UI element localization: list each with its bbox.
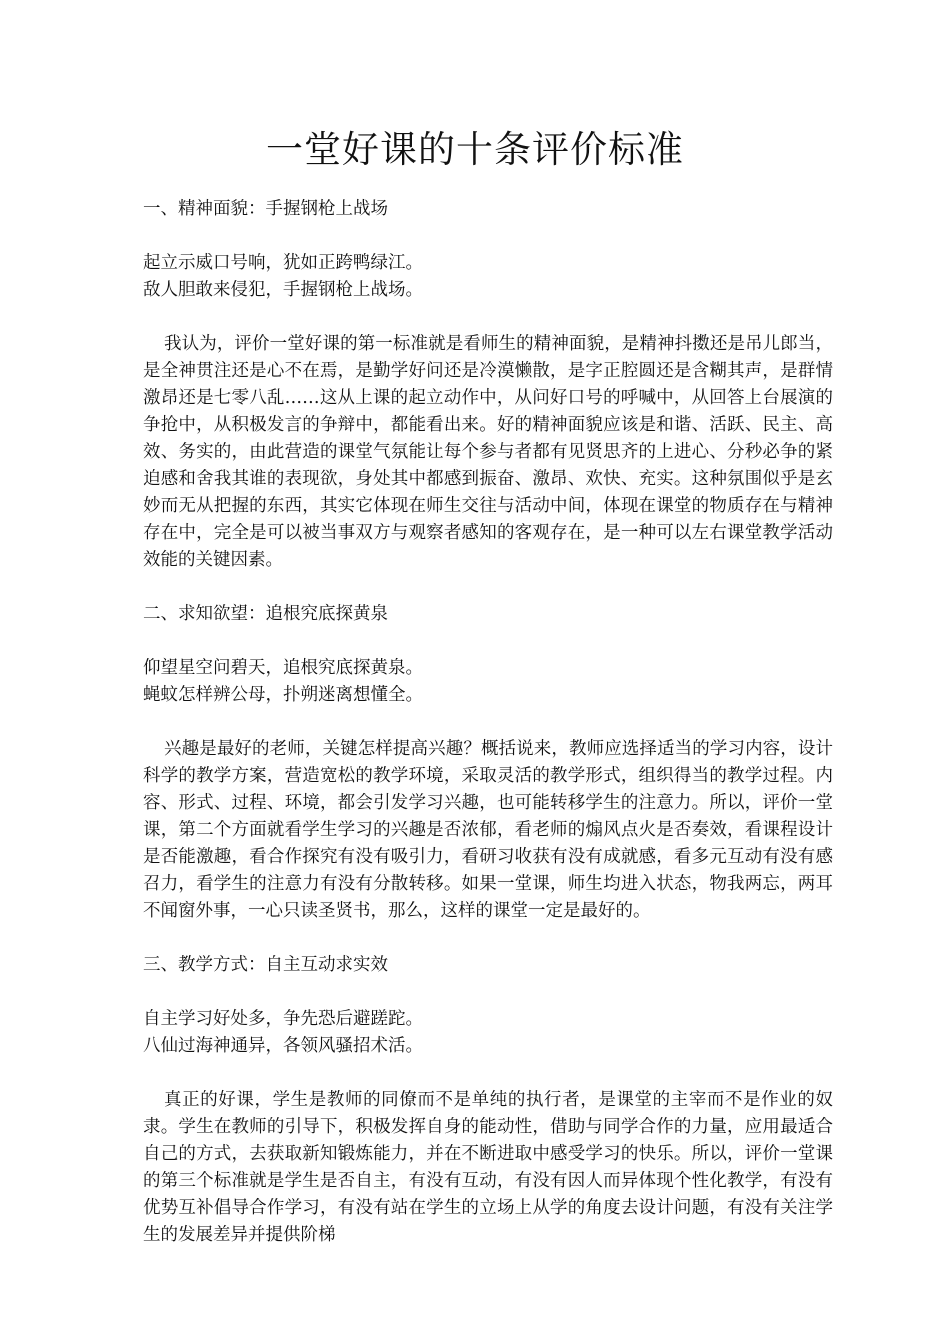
document-title: 一堂好课的十条评价标准	[266, 128, 684, 171]
poem-line: 敌人胆敢来侵犯，手握钢枪上战场。	[143, 280, 423, 300]
section-poem-2	[143, 655, 833, 709]
poem-line: 自主学习好处多，争先恐后避蹉跎。	[143, 1009, 423, 1029]
poem-line: 蝇蚊怎样辨公母，扑朔迷离想懂全。	[143, 685, 423, 705]
document-body	[143, 196, 833, 1276]
section-paragraph-3: 真正的好课，学生是教师的同僚而不是单纯的执行者，是课堂的主宰而不是作业的奴隶。学生在教师的引导下，积极发挥自身的能动性，借助与同学合作的力量，应用最适合自己的方式，去获取新知锻炼能力，并在不断进取中感受学习的快乐。所以，评价一堂课的第三个标准就是学生是否自主，有没有互动，有没有因人而异体现个性化教学，有没有优势互补倡导合作学习，有没有站在学生的立场上从学的角度去设计问题，有没有关注学生的发展差异并提供阶梯	[143, 1090, 833, 1245]
poem-line: 八仙过海神通异，各领风骚招术活。	[143, 1036, 423, 1056]
section-poem-3	[143, 1006, 833, 1060]
section-heading-2: 二、求知欲望：追根究底探黄泉	[143, 604, 388, 624]
poem-line: 起立示威口号响，犹如正跨鸭绿江。	[143, 253, 423, 273]
section-heading-1: 一、精神面貌：手握钢枪上战场	[143, 199, 388, 219]
section-heading-3: 三、教学方式：自主互动求实效	[143, 955, 388, 975]
poem-line: 仰望星空问碧天，追根究底探黄泉。	[143, 658, 423, 678]
section-poem-1	[143, 250, 833, 304]
section-paragraph-1: 我认为，评价一堂好课的第一标准就是看师生的精神面貌，是精神抖擞还是吊儿郎当，是全神贯注还是心不在焉，是勤学好问还是冷漠懒散，是字正腔圆还是含糊其声，是群情激昂还是七零八乱……这从上课的起立动作中，从问好口号的呼喊中，从回答上台展演的争抢中，从积极发言的争辩中，都能看出来。好的精神面貌应该是和谐、活跃、民主、高效、务实的，由此营造的课堂气氛能让每个参与者都有见贤思齐的上进心、分秒必争的紧迫感和舍我其谁的表现欲，身处其中都感到振奋、激昂、欢快、充实。这种氛围似乎是玄妙而无从把握的东西，其实它体现在师生交往与活动中间，体现在课堂的物质存在与精神存在中，完全是可以被当事双方与观察者感知的客观存在，是一种可以左右课堂教学活动效能的关键因素。	[143, 334, 833, 570]
section-paragraph-2: 兴趣是最好的老师，关键怎样提高兴趣？概括说来，教师应选择适当的学习内容，设计科学的教学方案，营造宽松的教学环境，采取灵活的教学形式，组织得当的教学过程。内容、形式、过程、环境，都会引发学习兴趣，也可能转移学生的注意力。所以，评价一堂课，第二个方面就看学生学习的兴趣是否浓郁，看老师的煽风点火是否奏效，看课程设计是否能激趣，看合作探究有没有吸引力，看研习收获有没有成就感，看多元互动有没有感召力，看学生的注意力有没有分散转移。如果一堂课，师生均进入状态，物我两忘，两耳不闻窗外事，一心只读圣贤书，那么，这样的课堂一定是最好的。	[143, 739, 833, 921]
